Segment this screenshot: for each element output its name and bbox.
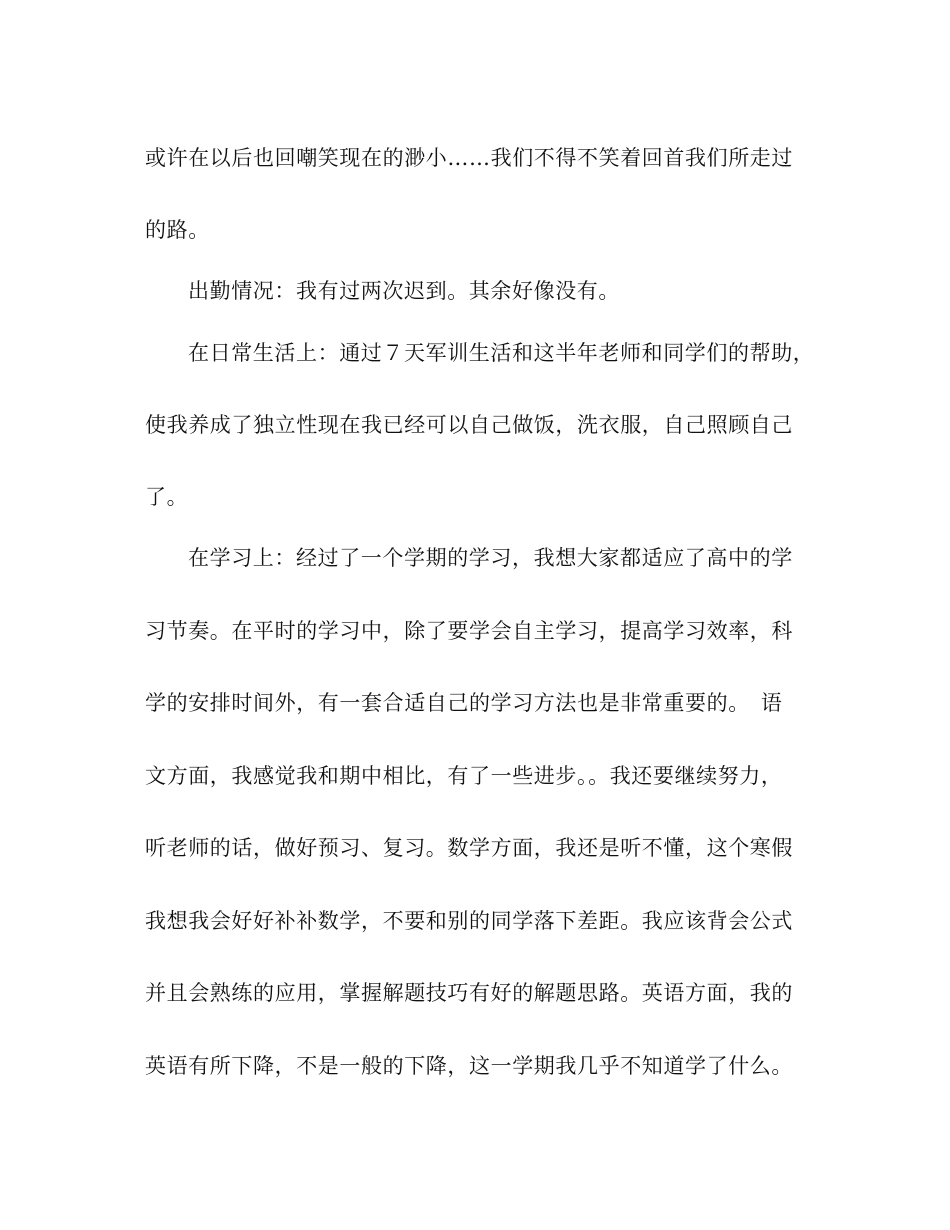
paragraph-first-line: 在日常生活上：通过７天军训生活和这半年老师和同学们的帮助， bbox=[188, 341, 815, 365]
text-line: 我想我会好好补补数学，不要和别的同学落下差距。我应该背会公式 bbox=[145, 909, 793, 933]
text-line: 的路。 bbox=[145, 218, 210, 242]
text-line: 学的安排时间外，有一套合适自己的学习方法也是非常重要的。 语 bbox=[145, 691, 783, 715]
paragraph-first-line: 在学习上：经过了一个学期的学习，我想大家都适应了高中的学 bbox=[188, 546, 793, 570]
text-line: 听老师的话，做好预习、复习。数学方面，我还是听不懂，这个寒假 bbox=[145, 836, 793, 860]
text-line: 并且会熟练的应用，掌握解题技巧有好的解题思路。英语方面，我的 bbox=[145, 981, 793, 1005]
text-line: 或许在以后也回嘲笑现在的渺小……我们不得不笑着回首我们所走过 bbox=[145, 146, 793, 170]
text-line: 文方面，我感觉我和期中相比，有了一些进步。。我还要继续努力， bbox=[145, 764, 783, 788]
text-line: 使我养成了独立性现在我已经可以自己做饭，洗衣服，自己照顾自己 bbox=[145, 413, 793, 437]
text-line: 英语有所下降，不是一般的下降，这一学期我几乎不知道学了什么。 bbox=[145, 1054, 793, 1078]
text-line: 习节奏。在平时的学习中，除了要学会自主学习，提高学习效率，科 bbox=[145, 619, 793, 643]
text-line: 了。 bbox=[145, 485, 189, 509]
paragraph-first-line: 出勤情况：我有过两次迟到。其余好像没有。 bbox=[188, 279, 620, 303]
